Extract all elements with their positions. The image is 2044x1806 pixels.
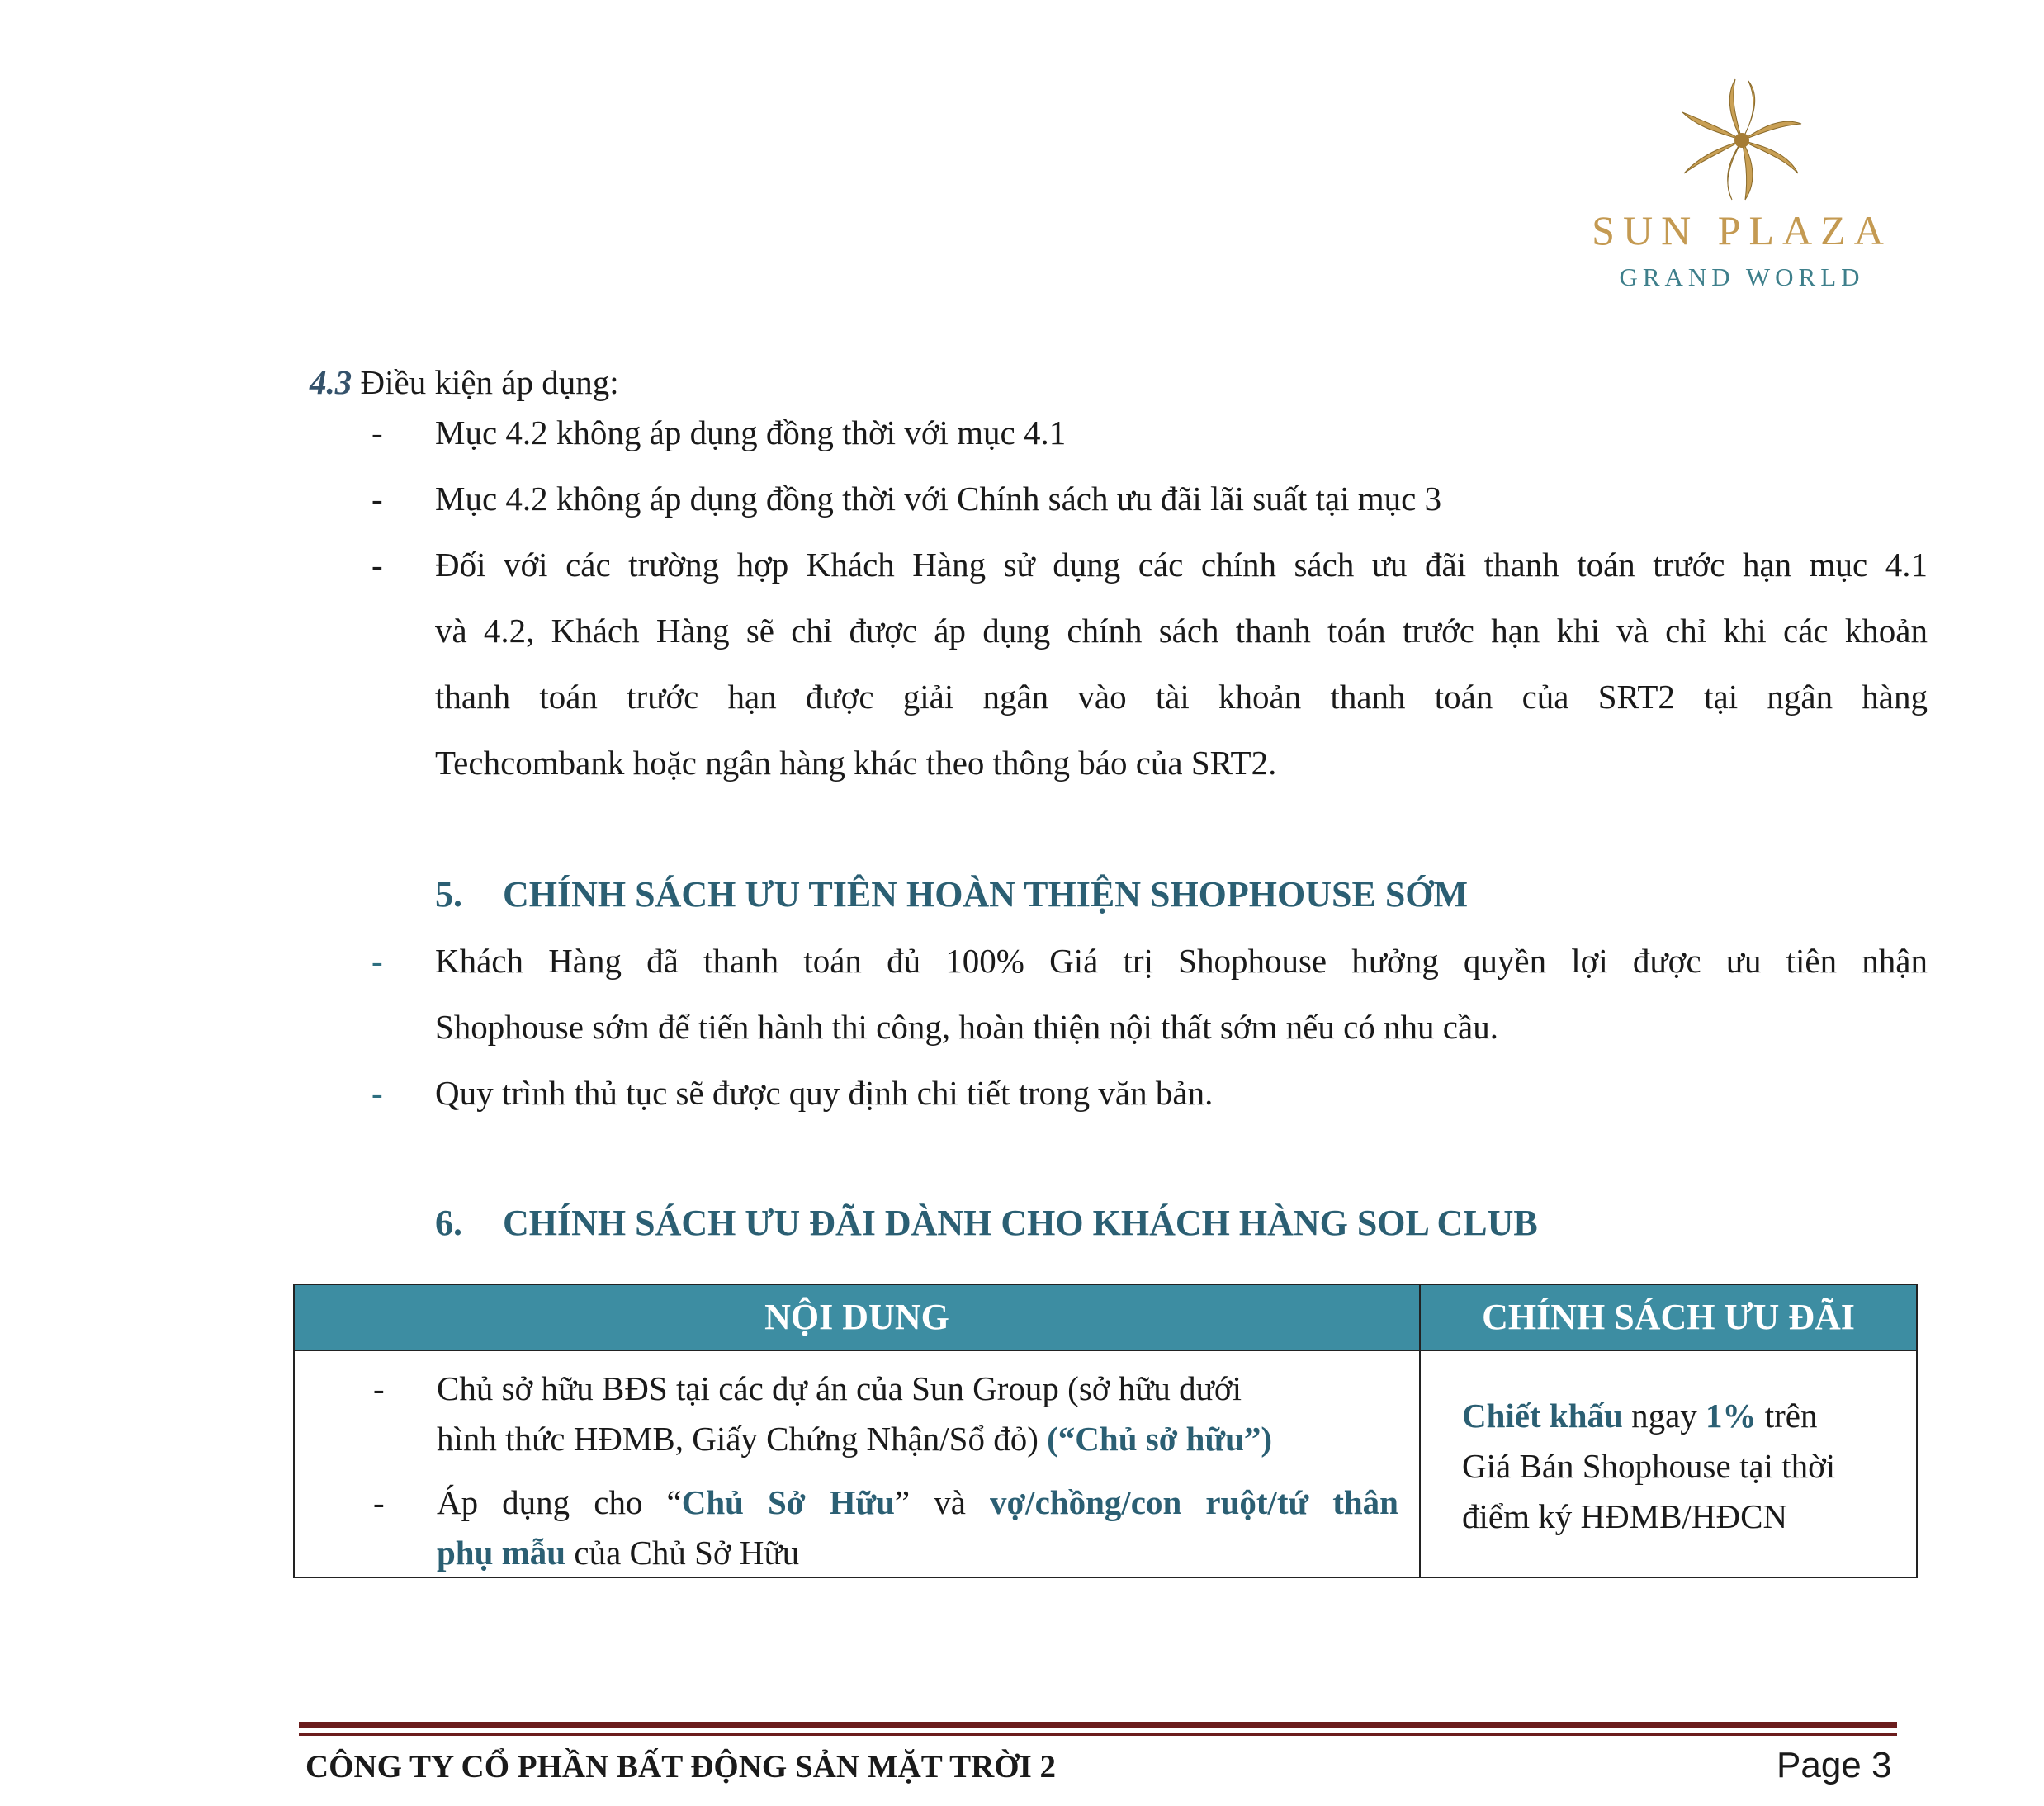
cell-highlight: (“Chủ sở hữu”) [1047, 1420, 1273, 1458]
bullet-dash: - [373, 1369, 385, 1407]
cell-text: Áp dụng cho “ [437, 1483, 682, 1521]
cell-highlight: phụ mẫu [437, 1534, 566, 1572]
section-number: 4.3 [310, 363, 352, 401]
sol-club-table [293, 1284, 1918, 1578]
cell-highlight: 1% [1706, 1397, 1757, 1435]
section-5-heading [435, 870, 1468, 920]
logo-subtitle: GRAND WORLD [1619, 262, 1865, 291]
list-item: Mục 4.2 không áp dụng đồng thời với mục 4.1 [435, 414, 1067, 452]
footer-divider-thin [299, 1733, 1897, 1736]
logo-title: SUN PLAZA [1592, 207, 1892, 253]
list-item: Mục 4.2 không áp dụng đồng thời với Chính sách ưu đãi lãi suất tại mục 3 [435, 480, 1442, 518]
cell-text: ngay [1622, 1397, 1706, 1435]
list-item-line: và 4.2, Khách Hàng sẽ chỉ được áp dụng chính sách thanh toán trước hạn khi và chỉ khi các khoản [435, 612, 1928, 650]
table-cell-line [437, 1414, 1272, 1464]
footer-divider [299, 1722, 1897, 1728]
cell-text: ” và [894, 1483, 990, 1521]
page-number: Page 3 [1777, 1745, 1892, 1785]
sun-plaza-logo [1552, 74, 1932, 305]
table-column-divider [1419, 1285, 1421, 1577]
section-number: 6. [435, 1203, 462, 1243]
table-cell-line [437, 1528, 799, 1578]
cell-highlight: Chiết khấu [1462, 1397, 1623, 1435]
list-item-line: thanh toán trước hạn được giải ngân vào tài khoản thanh toán của SRT2 tại ngân hàng [435, 678, 1928, 716]
bullet-dash: - [371, 942, 383, 980]
list-item-line: Đối với các trường hợp Khách Hàng sử dụng các chính sách ưu đãi thanh toán trước hạn mục 4.1 [435, 546, 1928, 584]
cell-text: của Chủ Sở Hữu [565, 1534, 800, 1572]
bullet-dash: - [373, 1483, 385, 1521]
cell-text: trên [1756, 1397, 1818, 1435]
list-item-line: Techcombank hoặc ngân hàng khác theo thông báo của SRT2. [435, 744, 1277, 782]
cell-text: hình thức HĐMB, Giấy Chứng Nhận/Sổ đỏ) [437, 1420, 1048, 1458]
table-cell-line: Chủ sở hữu BĐS tại các dự án của Sun Group (sở hữu dưới [437, 1369, 1242, 1407]
table-cell-line: điểm ký HĐMB/HĐCN [1462, 1497, 1788, 1535]
bullet-dash: - [371, 414, 383, 452]
sun-emblem-icon [1668, 74, 1816, 206]
footer-company-name: CÔNG TY CỔ PHẦN BẤT ĐỘNG SẢN MẶT TRỜI 2 [305, 1749, 1057, 1785]
cell-highlight: Chủ Sở Hữu [681, 1483, 895, 1521]
bullet-dash: - [371, 546, 383, 584]
table-cell-line [437, 1477, 1398, 1528]
table-cell-line: Giá Bán Shophouse tại thời [1462, 1447, 1836, 1485]
section-title: CHÍNH SÁCH ƯU TIÊN HOÀN THIỆN SHOPHOUSE SỚM [503, 874, 1469, 915]
list-item-line: Khách Hàng đã thanh toán đủ 100% Giá trị Shophouse hưởng quyền lợi được ưu tiên nhận [435, 942, 1928, 980]
list-item-line: Shophouse sớm để tiến hành thi công, hoàn thiện nội thất sớm nếu có nhu cầu. [435, 1008, 1498, 1046]
section-6-heading [435, 1198, 1538, 1248]
bullet-dash: - [371, 1074, 383, 1112]
table-header-policy: CHÍNH SÁCH ƯU ĐÃI [1482, 1297, 1855, 1337]
list-item: Quy trình thủ tục sẽ được quy định chi tiết trong văn bản. [435, 1074, 1214, 1112]
cell-highlight: vợ/chồng/con ruột/tứ thân [989, 1483, 1398, 1521]
table-header-row [295, 1285, 1916, 1351]
section-title: Điều kiện áp dụng: [360, 363, 619, 401]
section-title: CHÍNH SÁCH ƯU ĐÃI DÀNH CHO KHÁCH HÀNG SOL CLUB [503, 1203, 1538, 1243]
table-header-content: NỘI DUNG [764, 1297, 949, 1337]
section-number: 5. [435, 874, 462, 915]
bullet-dash: - [371, 480, 383, 518]
table-cell-line [1462, 1391, 1818, 1441]
